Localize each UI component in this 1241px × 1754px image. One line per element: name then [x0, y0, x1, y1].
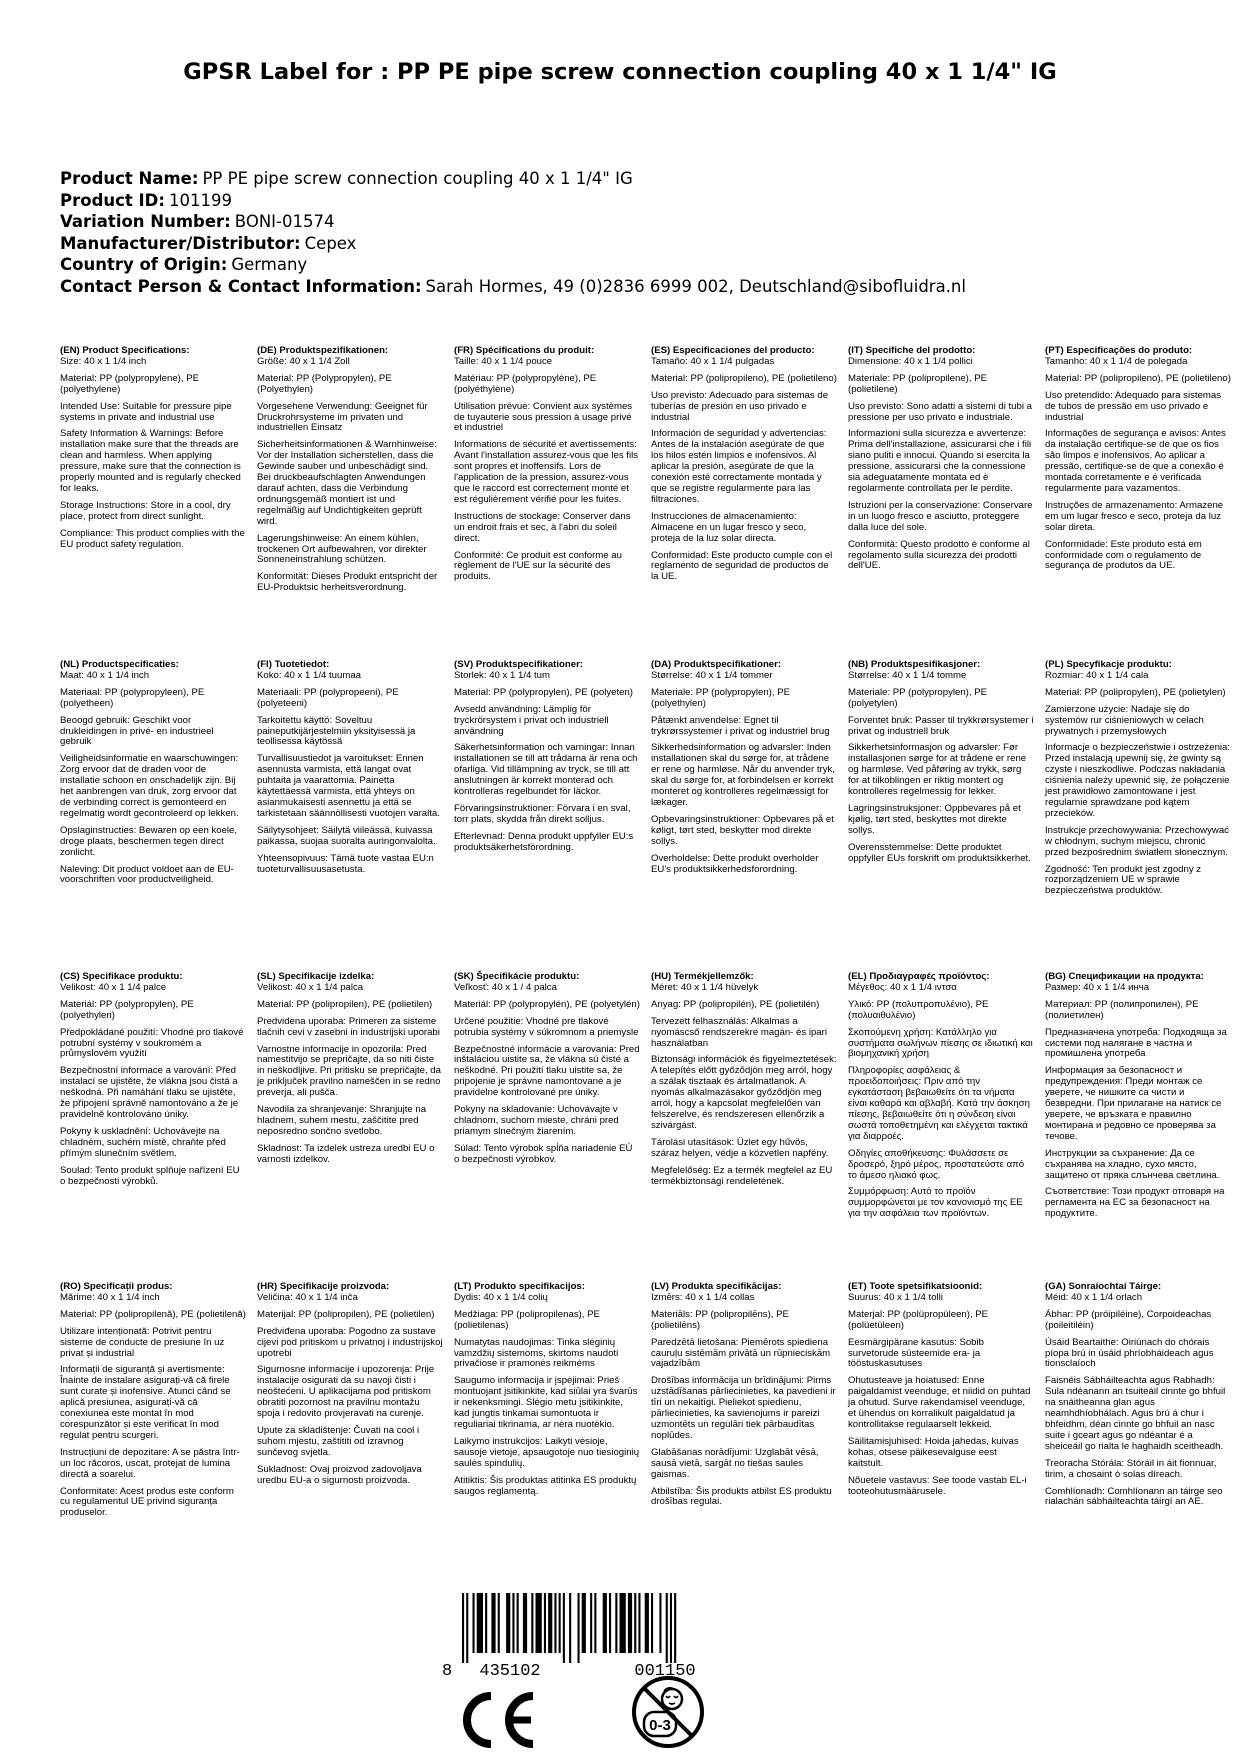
spec-size: Veličina: 40 x 1 1/4 inča: [257, 1291, 358, 1303]
spec-paragraph: Conformidad: Este producto cumple con el reglamento de seguridad de productos de la UE.: [651, 549, 833, 583]
spec-block: [60, 660, 246, 886]
spec-size: Dydis: 40 x 1 1/4 colių: [454, 1291, 548, 1303]
spec-block: [651, 1282, 837, 1508]
spec-heading: (BG) Спецификации на продукта:: [1045, 971, 1204, 982]
spec-heading: (GA) Sonraíochtaí Táirge:: [1045, 1281, 1162, 1292]
spec-paragraph: Laikymo instrukcijos: Laikyti vėsioje, sausoje vietoje, apsaugotoje nuo tiesioginių saulės spindulių.: [454, 1435, 640, 1469]
spec-heading: (DA) Produktspecifikationer:: [651, 659, 782, 670]
spec-paragraph: Material: PP (polipropilen), PE (polietilen): [257, 998, 433, 1010]
spec-block: [257, 1282, 443, 1487]
spec-heading: (LV) Produkta specifikācijas:: [651, 1281, 782, 1292]
spec-paragraph: Información de seguridad y advertencias: Antes de la instalación asegúrate de que los hilos estén limpios e inofensivos. Al aplicar la presión, asegúrate de que la conexión esté correctamente montada y que se registre regularmente para las filtraciones.: [651, 428, 827, 505]
spec-paragraph: Overensstemmelse: Dette produktet oppfyller EUs forskrift om produktsikkerhet.: [848, 841, 1031, 864]
spec-block: [848, 972, 1034, 1220]
spec-paragraph: Instrukcje przechowywania: Przechowywać w chłodnym, suchym miejscu, chronić przed bezpośrednim światłem słonecznym.: [1045, 824, 1229, 858]
spec-size: Méid: 40 x 1 1/4 orlach: [1045, 1291, 1143, 1303]
spec-paragraph: Säilitamisjuhised: Hoida jahedas, kuivas kohas, otsese päikesevalguse eest kaitstult.: [848, 1435, 1019, 1469]
spec-paragraph: Συμμόρφωση: Αυτό το προϊόν συμμορφώνεται με τον κανονισμό της ΕΕ για την ασφάλεια των προϊόντων.: [848, 1186, 1023, 1220]
info-value: BONI-01574: [234, 212, 335, 231]
spec-paragraph: Informații de siguranță și avertismente: Înainte de instalare asigurați-vă că firele sunt curate și inofensive. Atunci când se aplică presiunea, asigurați-vă că conexiunea este montat în mod corespunzător și este verificat în mod regulat pentru scurgeri.: [60, 1364, 231, 1441]
barcode-bar: [590, 1593, 592, 1653]
spec-paragraph: Informacje o bezpieczeństwie i ostrzeżenia: Przed instalacją upewnij się, że gwinty są czyste i nieszkodliwe. Podczas nakładania ciśnienia należy upewnić się, że połączenie jest prawidłowo zamontowane i jest regularnie sprawdzane pod kątem przecieków.: [1045, 742, 1231, 819]
spec-heading: (NL) Productspecificaties:: [60, 659, 179, 670]
spec-paragraph: Sicherheitsinformationen & Warnhinweise: Vor der Installation sicherstellen, dass die Gewinde sauber und unbeschädigt sind. Bei druckbeaufschlagten Anwendungen darauf achten, dass die Verbindung ordnungsgemäß montiert ist und regelmäßig auf Undichtigkeiten geprüft wird.: [257, 439, 437, 527]
spec-paragraph: Naleving: Dit product voldoet aan de EU-voorschriften voor productveiligheid.: [60, 863, 234, 886]
barcode-bar: [512, 1593, 514, 1653]
barcode-bar: [582, 1593, 586, 1653]
info-label: Country of Origin:: [60, 255, 228, 274]
spec-paragraph: Materiale: PP (polypropylen), PE (polyethylen): [651, 686, 790, 709]
spec-heading: (SL) Specifikacije izdelka:: [257, 971, 375, 982]
spec-paragraph: Glabāšanas norādījumi: Uzglabāt vēsā, sausā vietā, sargāt no tiešas saules gaismas.: [651, 1446, 819, 1480]
spec-paragraph: Medžiaga: PP (polipropilenas), PE (polietilenas): [454, 1308, 600, 1331]
spec-heading: (CS) Specifikace produktu:: [60, 971, 183, 982]
spec-paragraph: Pokyny na skladovanie: Uchovávajte v chladnom, suchom mieste, chráni pred priamym slnečným žiarením.: [454, 1104, 619, 1137]
barcode-bar: [466, 1593, 468, 1663]
spec-paragraph: Saugumo informacija ir įspėjimai: Prieš montuojant įsitikinkite, kad siūlai yra švarūs ir nekenksmingi. Slėgio metu įsitikinkite, kad jungtis tinkamai sumontuota ir reguliariai tikrinama, ar nėra nuotėkio.: [454, 1375, 638, 1430]
barcode-bar: [473, 1593, 475, 1653]
spec-paragraph: Safety Information & Warnings: Before installation make sure that the threads are clean and harmless. When applying pressure, make sure that the connection is properly mounted and is regularly checked for leaks.: [60, 428, 241, 494]
spec-heading: (DE) Produktspezifikationen:: [257, 345, 389, 356]
spec-heading: (EN) Product Specifications:: [60, 345, 190, 356]
spec-paragraph: Säilytysohjeet: Säilytä viileässä, kuivassa paikassa, suojaa suoralta auringonvalolta.: [257, 824, 436, 847]
spec-paragraph: Megfelelőség: Ez a termék megfelel az EU termékbiztonsági rendeletének.: [651, 1164, 833, 1187]
spec-paragraph: Material: PP (polipropileno), PE (polietileno): [1045, 372, 1231, 384]
spec-block: [1045, 972, 1231, 1220]
not-for-children-0-3-icon: [630, 1674, 706, 1750]
spec-paragraph: Lagerungshinweise: An einem kühlen, trockenen Ort aufbewahren, vor direkter Sonneneinstrahlung schützen.: [257, 532, 427, 566]
spec-paragraph: Sikkerhetsinformasjon og advarsler: Før installasjonen sørge for at trådene er rene og harmløse. Ved påføring av trykk, sørg for at tilkoblingen er riktig montert og kontrolleres regelmessig for lekker.: [848, 742, 1027, 798]
spec-paragraph: Eesmärgipärane kasutus: Sobib survetorude süsteemide era- ja tööstuskasutuses: [848, 1336, 984, 1370]
barcode-bar: [674, 1593, 676, 1663]
spec-paragraph: Veiligheidsinformatie en waarschuwingen: Zorg ervoor dat de draden voor de installatie schoon en onschadelijk zijn. Bij het aanbrengen van druk, zorg ervoor dat de verbinding correct is gemonteerd en regelmatig wordt gecontroleerd op lekken.: [60, 753, 239, 819]
spec-paragraph: Utilisation prévue: Convient aux systèmes de tuyauterie sous pression à usage privé et industriel: [454, 400, 633, 434]
spec-heading: (ET) Toote spetsifikatsioonid:: [848, 1281, 983, 1292]
spec-paragraph: Material: PP (polypropylene), PE (polyethylene): [60, 372, 199, 395]
spec-size: Size: 40 x 1 1/4 inch: [60, 355, 147, 367]
spec-size: Maat: 40 x 1 1/4 inch: [60, 669, 150, 681]
spec-paragraph: Conformità: Questo prodotto è conforme al regolamento sulla sicurezza dei prodotti dell'UE.: [848, 538, 1030, 572]
spec-size: Tamaño: 40 x 1 1/4 pulgadas: [651, 355, 775, 367]
barcode-left-digits: 435102: [479, 1662, 541, 1678]
spec-paragraph: Uso previsto: Adecuado para sistemas de tuberías de presión en uso privado e industrial: [651, 389, 829, 423]
spec-paragraph: Ohutusteave ja hoiatused: Enne paigaldamist veenduge, et niidid on puhtad ja ohutud. Surve rakendamisel veenduge, et ühendus on korralikult paigaldatud ja kontrollitakse regulaarselt lekkeid.: [848, 1375, 1031, 1430]
spec-paragraph: Turvallisuustiedot ja varoitukset: Ennen asennusta varmista, että langat ovat puhtaita ja vaarattomia. Painetta käytettäessä varmista, että yhteys on asianmukaisesti asennettu ja että se tarkistetaan säännöllisesti vuotojen varalta.: [257, 753, 440, 819]
spec-paragraph: Materiaali: PP (polypropeeni), PE (polyeteeni): [257, 686, 399, 709]
spec-heading: (HR) Specifikacije proizvoda:: [257, 1281, 390, 1292]
spec-paragraph: Sukladnost: Ovaj proizvod zadovoljava uredbu EU-a o sigurnosti proizvoda.: [257, 1463, 422, 1486]
spec-size: Koko: 40 x 1 1/4 tuumaa: [257, 669, 361, 681]
spec-paragraph: Material: PP (polipropileno), PE (polietileno): [651, 372, 837, 384]
spec-heading: (NB) Produktspesifikasjoner:: [848, 659, 981, 670]
spec-paragraph: Предназначена употреба: Подходяща за системи под налягане в частна и промишлена употреба: [1045, 1026, 1227, 1060]
spec-block: [60, 1282, 246, 1519]
barcode-bar: [670, 1593, 672, 1663]
barcode-bar: [544, 1593, 546, 1653]
spec-block: [257, 972, 443, 1166]
spec-paragraph: Bezpečnostné informácie a varovania: Pred inštaláciou uistite sa, že vlákna sú čisté a neškodné. Pri použití tlaku uistite sa, že pripojenie je správne namontované a je pravidelne kontrolované pre úniky.: [454, 1043, 640, 1099]
spec-paragraph: Paredzētā lietošana: Piemērots spiediena cauruļu sistēmām privātā un rūpnieciskām vajadzībām: [651, 1336, 831, 1370]
spec-paragraph: Storage Instructions: Store in a cool, dry place, protect from direct sunlight.: [60, 499, 231, 522]
barcode-bars: [462, 1593, 676, 1663]
spec-paragraph: Materiaal: PP (polypropyleen), PE (polyetheen): [60, 686, 205, 709]
barcode-bar: [477, 1593, 483, 1653]
info-row: [60, 254, 1180, 276]
info-label: Manufacturer/Distributor:: [60, 233, 301, 253]
spec-heading: (RO) Specificații produs:: [60, 1281, 173, 1292]
spec-paragraph: Efterlevnad: Denna produkt uppfyller EU:s produktsäkerhetsförordning.: [454, 830, 634, 853]
spec-size: Размер: 40 x 1 1/4 инча: [1045, 981, 1150, 993]
info-value: Germany: [231, 255, 308, 274]
barcode-bar: [536, 1593, 542, 1653]
info-row: [60, 190, 1180, 212]
spec-paragraph: Instructions de stockage: Conserver dans un endroit frais et sec, à l'abri du soleil direct.: [454, 510, 631, 544]
spec-size: Μέγεθος: 40 x 1 1/4 ιντσα: [848, 981, 957, 993]
product-info: [60, 168, 1180, 297]
spec-heading: (FI) Tuotetiedot:: [257, 659, 330, 670]
spec-block: [848, 660, 1034, 865]
spec-block: [454, 660, 640, 854]
spec-paragraph: Uso previsto: Sono adatti a sistemi di tubi a pressione per uso privato e industriale.: [848, 400, 1032, 423]
spec-paragraph: Konformität: Dieses Produkt entspricht der EU-Produktsic herheitsverordnung.: [257, 571, 438, 594]
spec-block: [651, 346, 837, 583]
spec-paragraph: Navodila za shranjevanje: Shranjujte na hladnem, suhem mestu, zaščitite pred neposredno sončno svetlobo.: [257, 1104, 427, 1137]
spec-paragraph: Материал: PP (полипропилен), PE (полиетилен): [1045, 998, 1199, 1021]
spec-paragraph: Informazioni sulla sicurezza e avvertenze: Prima dell'installazione, assicurarsi che i fili siano puliti e innocui. Quando si esercita la pressione, assicurarsi che la connessione sia adeguatamente montata ed è regolarmente controllata per le perdite.: [848, 428, 1032, 494]
spec-paragraph: Predvidena uporaba: Primeren za sisteme tlačnih cevi v zasebni in industrijski uporabi: [257, 1015, 440, 1038]
spec-heading: (PL) Specyfikacje produktu:: [1045, 659, 1172, 670]
spec-size: Velikost: 40 x 1 1/4 palce: [60, 981, 167, 993]
barcode-bar: [559, 1593, 561, 1653]
spec-size: Méret: 40 x 1 1/4 hüvelyk: [651, 981, 759, 993]
spec-paragraph: Materiale: PP (polypropylen), PE (polyetylen): [848, 686, 987, 709]
spec-paragraph: Skladnost: Ta izdelek ustreza uredbi EU o varnosti izdelkov.: [257, 1142, 435, 1165]
spec-block: [848, 346, 1034, 572]
barcode-bar: [462, 1593, 464, 1663]
spec-paragraph: Zgodność: Ten produkt jest zgodny z rozporządzeniem UE w sprawie bezpieczeństwa produktów.: [1045, 863, 1202, 897]
spec-block: [454, 346, 640, 583]
spec-heading: (PT) Especificações do produto:: [1045, 345, 1193, 356]
info-label: Variation Number:: [60, 212, 231, 231]
spec-paragraph: Materiale: PP (polipropilene), PE (polietilene): [848, 372, 988, 395]
spec-paragraph: Materiál: PP (polypropylén), PE (polyetylén): [454, 998, 640, 1010]
spec-paragraph: Opslaginstructies: Bewaren op een koele, droge plaats, beschermen tegen direct zonlicht.: [60, 824, 238, 858]
spec-block: [651, 972, 837, 1187]
spec-paragraph: Istruzioni per la conservazione: Conservare in un luogo fresco e asciutto, proteggere dalla luce del sole.: [848, 499, 1033, 533]
spec-paragraph: Materjal: PP (polüpropüleen), PE (polüetüleen): [848, 1308, 989, 1331]
age-range-label: 0-3: [649, 1717, 671, 1734]
spec-size: Storlek: 40 x 1 1/4 tum: [454, 669, 550, 681]
spec-paragraph: Forventet bruk: Passer til trykkrørsystemer i privat og industriell bruk: [848, 714, 1034, 737]
spec-paragraph: Информация за безопасност и предупреждения: Преди монтаж се уверете, че нишките са чисти и безвредни. При прилагане на натиск се уверете, че връзката е правилно монтирана и редовно се проверява за течове.: [1045, 1065, 1222, 1142]
spec-paragraph: Nõuetele vastavus: See toode vastab EL-i tooteohutusmäärusele.: [848, 1474, 1027, 1497]
spec-block: [1045, 660, 1231, 897]
spec-paragraph: Informations de sécurité et avertissements: Avant l'installation assurez-vous que les fils sont propres et inoffensifs. Lors de l'application de la pression, assurez-vous que le raccord est correctement monté et est régulièrement vérifié pour les fuites.: [454, 439, 639, 505]
barcode-bar: [548, 1593, 552, 1653]
spec-paragraph: Conformité: Ce produit est conforme au règlement de l'UE sur la sécurité des produits.: [454, 549, 622, 583]
spec-paragraph: Faisnéis Sábháilteachta agus Rabhadh: Sula ndéanann an tsuiteáil cinnte go bhfuil na snáitheanna glan agus neamhdhíobhálach. Agus brú á chur i bhfeidhm, déan cinnte go bhfuil an nasc suite i gceart agus go ndéantar é a sheiceáil go rialta le haghaidh sceitheadh.: [1045, 1375, 1226, 1452]
spec-paragraph: Opbevaringsinstruktioner: Opbevares på et køligt, tørt sted, beskytter mod direkte sollys.: [651, 813, 834, 847]
spec-size: Dimensione: 40 x 1 1/4 pollici: [848, 355, 973, 367]
spec-heading: (SV) Produktspecifikationer:: [454, 659, 584, 670]
barcode-bar: [491, 1593, 495, 1653]
spec-paragraph: Compliance: This product complies with the EU product safety regulation.: [60, 527, 245, 550]
spec-paragraph: Υλικό: PP (πολυπροπυλένιο), PE (πολυαιθυλένιο): [848, 998, 989, 1021]
info-label: Product ID:: [60, 190, 165, 210]
spec-paragraph: Atitiktis: Šis produktas atitinka ES produktų saugos reglamentą.: [454, 1474, 637, 1497]
spec-size: Izmērs: 40 x 1 1/4 collas: [651, 1291, 755, 1303]
spec-paragraph: Material: PP (polipropilenă), PE (polietilenă): [60, 1308, 246, 1320]
spec-paragraph: Drošības informācija un brīdinājumi: Pirms uzstādīšanas pārliecinieties, ka pavedieni ir tīri un nekaitīgi. Pieliekot spiedienu, pārliecinieties, ka savienojums ir pareizi uzmontēts un regulāri tiek pārbaudītas noplūdes.: [651, 1375, 836, 1441]
spec-heading: (ES) Especificaciones del producto:: [651, 345, 815, 356]
barcode-bar: [594, 1593, 596, 1653]
spec-size: Mărime: 40 x 1 1/4 inch: [60, 1291, 160, 1303]
barcode-bar: [634, 1593, 636, 1653]
page-title: GPSR Label for : PP PE pipe screw connection coupling 40 x 1 1/4" IG: [183, 59, 1057, 85]
spec-heading: (FR) Spécifications du produit:: [454, 345, 595, 356]
spec-size: Størrelse: 40 x 1 1/4 tomme: [848, 669, 967, 681]
spec-paragraph: Súlad: Tento výrobok spĺňa nariadenie EÚ o bezpečnosti výrobkov.: [454, 1142, 633, 1165]
spec-block: [60, 346, 246, 551]
spec-paragraph: Úsáid Beartaithe: Oiriúnach do chórais píopa brú in úsáid phríobháideach agus tionsclaíoch: [1045, 1336, 1214, 1370]
spec-paragraph: Comhlíonadh: Comhlíonann an táirge seo rialachán sábháilteachta táirgí an AE.: [1045, 1485, 1223, 1508]
barcode-bar: [531, 1593, 533, 1653]
spec-heading: (SK) Špecifikácie produktu:: [454, 971, 580, 982]
barcode-bar: [498, 1593, 500, 1653]
spec-block: [651, 660, 837, 875]
spec-paragraph: Material: PP (polypropylen), PE (polyeten): [454, 686, 633, 698]
spec-paragraph: Инструкции за съхранение: Да се съхранява на хладно, сухо място, защитено от пряка слънчева светлина.: [1045, 1147, 1220, 1181]
barcode-bar: [659, 1593, 661, 1653]
barcode-bar: [569, 1593, 571, 1663]
info-row: [60, 168, 1180, 190]
barcode-bar: [638, 1593, 640, 1653]
info-label: Contact Person & Contact Information:: [60, 276, 422, 296]
info-value: Cepex: [304, 233, 357, 253]
spec-paragraph: Conformidade: Este produto está em conformidade com o regulamento de segurança de produtos da UE.: [1045, 538, 1202, 572]
barcode: [440, 1593, 750, 1678]
info-row: [60, 233, 1180, 255]
spec-paragraph: Material: PP (Polypropylen), PE (Polyethylen): [257, 372, 392, 395]
spec-paragraph: Materiāls: PP (polipropilēns), PE (polietilēns): [651, 1308, 789, 1331]
spec-paragraph: Sikkerhedsinformation og advarsler: Inden installationen skal du sørge for, at trådene er rene og harmløse. Når du anvender tryk, skal du sørge for, at forbindelsen er korrekt monteret og kontrolleres regelmæssigt for lækager.: [651, 742, 835, 808]
barcode-bar: [563, 1593, 565, 1663]
spec-paragraph: Utilizare intenționată: Potrivit pentru sisteme de conducte de presiune în uz privat și industrial: [60, 1325, 225, 1359]
spec-paragraph: Numatytas naudojimas: Tinka slėginių vamzdžių sistemoms, skirtoms naudoti privačiose ir pramonės reikmėms: [454, 1336, 619, 1370]
spec-paragraph: Yhteensopivuus: Tämä tuote vastaa EU:n tuoteturvallisuusasetusta.: [257, 852, 434, 875]
spec-paragraph: Instruções de armazenamento: Armazene em um lugar fresco e seco, proteja da luz solar direta.: [1045, 499, 1224, 533]
spec-heading: (EL) Προδιαγραφές προϊόντος:: [848, 971, 990, 982]
spec-block: [1045, 1282, 1231, 1508]
spec-size: Velikost: 40 x 1 1/4 palca: [257, 981, 364, 993]
barcode-bar: [485, 1593, 487, 1653]
spec-paragraph: Varnostne informacije in opozorila: Pred namestitvijo se prepričajte, da so niti čiste in neškodljive. Pri pritisku se prepričajte, da je priključek pravilno nameščen in se redno preverja, ali pušča.: [257, 1043, 441, 1099]
info-value: PP PE pipe screw connection coupling 40 x 1 1/4" IG: [202, 169, 633, 188]
spec-paragraph: Lagringsinstruksjoner: Oppbevares på et kjølig, tørt sted, beskyttes mot direkte sollys.: [848, 802, 1021, 836]
spec-paragraph: Sigurnosne informacije i upozorenja: Prije instalacije osigurati da su navoji čisti i neoštećeni. U aplikacijama pod pritiskom obratiti pozornost na pravilnu montažu spoja i redovito provjeravati na curenje.: [257, 1364, 435, 1420]
spec-paragraph: Matériau: PP (polypropylène), PE (polyéthylène): [454, 372, 597, 395]
spec-paragraph: Bezpečnostní informace a varování: Před instalací se ujistěte, že vlákna jsou čistá a neškodná. Při namáhání tlaku se ujistěte, že připojení správně namontováno a že je pravidelně kontrolováno úniky.: [60, 1065, 239, 1120]
spec-paragraph: Upute za skladištenje: Čuvati na cool i suhom mjestu, zaštititi od izravnog sunčevog svjetla.: [257, 1424, 420, 1458]
barcode-bar: [554, 1593, 556, 1653]
spec-paragraph: Overholdelse: Dette produkt overholder EU's produktsikkerhedsforordning.: [651, 852, 819, 875]
spec-paragraph: Οδηγίες αποθήκευσης: Φυλάσσετε σε δροσερό, ξηρό μέρος, προστατεύστε από το άμεσο ηλιακό φως.: [848, 1147, 1025, 1181]
spec-paragraph: Pokyny k uskladnění: Uchovávejte na chladném, suchém místě, chraňte před přímým slunečním světlem.: [60, 1125, 226, 1159]
info-row: [60, 211, 1180, 233]
barcode-bar: [620, 1593, 626, 1653]
barcode-bar: [603, 1593, 607, 1653]
spec-paragraph: Förvaringsinstruktioner: Förvara i en sval, torr plats, skydda från direkt solljus.: [454, 802, 631, 825]
barcode-bar: [651, 1593, 653, 1653]
spec-paragraph: Anyag: PP (polipropilén), PE (polietilén): [651, 998, 820, 1010]
spec-block: [257, 346, 443, 594]
spec-paragraph: Biztonsági információk és figyelmeztetések: A telepítés előtt győződjön meg arról, hogy a szálak tisztaak és ártalmatlanok. A nyomás alkalmazásakor győződjön meg arról, hogy a kapcsolat megfelelően van felszerelve, és rendszeresen ellenőrzik a szivárgást.: [651, 1054, 837, 1131]
spec-block: [848, 1282, 1034, 1497]
spec-paragraph: Conformitate: Acest produs este conform cu regulamentul UE privind siguranța produselor.: [60, 1485, 234, 1519]
spec-block: [454, 972, 640, 1166]
spec-paragraph: Съответствие: Този продукт отговаря на регламента на ЕС за безопасност на продуктите.: [1045, 1186, 1225, 1220]
info-value: Sarah Hormes, 49 (0)2836 6999 002, Deutschland@sibofluidra.nl: [425, 276, 966, 296]
barcode-bar: [666, 1593, 668, 1663]
spec-size: Größe: 40 x 1 1/4 Zoll: [257, 355, 350, 367]
spec-paragraph: Treoracha Stórála: Stóráil in áit fionnuar, tirim, a chosaint ó solas díreach.: [1045, 1457, 1217, 1480]
barcode-bar: [615, 1593, 617, 1653]
spec-heading: (IT) Specifiche del prodotto:: [848, 345, 976, 356]
spec-size: Veľkosť: 40 x 1 / 4 palca: [454, 981, 557, 993]
spec-paragraph: Uso pretendido: Adequado para sistemas de tubos de pressão em uso privado e industrial: [1045, 389, 1221, 423]
spec-size: Suurus: 40 x 1 1/4 tolli: [848, 1291, 943, 1303]
spec-paragraph: Určené použitie: Vhodné pre tlakové potrubia systémy v súkromnom a priemysle: [454, 1015, 639, 1038]
spec-block: [60, 972, 246, 1187]
spec-block: [1045, 346, 1231, 572]
spec-paragraph: Tarkoitettu käyttö: Soveltuu paineputkijärjestelmiin yksityisessä ja teollisessa käytössä: [257, 714, 416, 748]
info-row: [60, 276, 1180, 298]
spec-size: Størrelse: 40 x 1 1/4 tommer: [651, 669, 773, 681]
spec-size: Rozmiar: 40 x 1 1/4 cala: [1045, 669, 1149, 681]
ce-mark-icon: [455, 1690, 538, 1750]
spec-paragraph: Instrucțiuni de depozitare: A se păstra într- un loc răcoros, uscat, protejat de lumina directă a soarelui.: [60, 1446, 240, 1480]
barcode-bar: [609, 1593, 611, 1653]
barcode-bar: [628, 1593, 632, 1653]
spec-size: Taille: 40 x 1 1/4 pouce: [454, 355, 553, 367]
barcode-bar: [506, 1593, 510, 1653]
spec-paragraph: Zamierzone użycie: Nadaje się do systemów rur ciśnieniowych w celach prywatnych i przemysłowych: [1045, 703, 1204, 737]
spec-block: [454, 1282, 640, 1497]
barcode-bar: [578, 1593, 580, 1663]
spec-paragraph: Materijal: PP (polipropilen), PE (polietilen): [257, 1308, 435, 1320]
spec-block: [257, 660, 443, 875]
barcode-bar: [523, 1593, 527, 1653]
spec-paragraph: Påtænkt anvendelse: Egnet til trykrørssystemer i privat og industriel brug: [651, 714, 830, 737]
barcode-right-digits: 001150: [634, 1662, 696, 1678]
spec-paragraph: Ábhar: PP (próipiléine), Corpoideachas (poileitiléin): [1045, 1308, 1212, 1331]
spec-paragraph: Predviđena uporaba: Pogodno za sustave cijevi pod pritiskom u privatnoj i industrijskoj upotrebi: [257, 1325, 443, 1359]
info-label: Product Name:: [60, 169, 199, 188]
barcode-bar: [517, 1593, 519, 1653]
spec-paragraph: Materiál: PP (polypropylen), PE (polyethylen): [60, 998, 194, 1021]
spec-paragraph: Informações de segurança e avisos: Antes da instalação certifique-se de que os fios são limpos e inofensivos. Ao aplicar a pressão, certifique-se de que a conexão é montada corretamente e é verificada regularmente para vazamentos.: [1045, 428, 1226, 494]
spec-paragraph: Tárolási utasítások: Üzlet egy hűvös, száraz helyen, védje a közvetlen napfény.: [651, 1136, 829, 1159]
spec-paragraph: Avsedd användning: Lämplig för tryckrörsystem i privat och industriell användning: [454, 703, 609, 737]
spec-size: Tamanho: 40 x 1 1/4 de polegada: [1045, 355, 1188, 367]
spec-paragraph: Materiał: PP (polipropylen), PE (polietylen): [1045, 686, 1226, 698]
spec-heading: (HU) Termékjellemzők:: [651, 971, 754, 982]
barcode-lead-digit: 8: [442, 1662, 453, 1678]
spec-paragraph: Beoogd gebruik: Geschikt voor drukleidingen in privé- en industrieel gebruik: [60, 714, 214, 748]
spec-paragraph: Πληροφορίες ασφάλειας & προειδοποιήσεις: Πριν από την εγκατάσταση βεβαιωθείτε ότι τα νήματα είναι καθαρά και αβλαβή. Κατά την άσκηση πίεσης, βεβαιωθείτε ότι η σύνδεση είναι σωστά τοποθετημένη και ελέγχεται τακτικά για διαρροές.: [848, 1065, 1030, 1142]
info-value: 101199: [168, 190, 232, 210]
spec-heading: (LT) Produkto specifikacijos:: [454, 1281, 585, 1292]
spec-paragraph: Σκοπούμενη χρήση: Κατάλληλο για συστήματα σωλήνων πίεσης σε ιδιωτική και βιομηχανική χρήση: [848, 1026, 1033, 1060]
spec-paragraph: Tervezett felhasználás: Alkalmas a nyomáscső rendszerekre magán- és ipari használatban: [651, 1015, 827, 1049]
spec-paragraph: Předpokládané použití: Vhodné pro tlakové potrubní systémy v soukromém a průmyslovém využití: [60, 1026, 244, 1060]
spec-paragraph: Atbilstība: Šis produkts atbilst ES produktu drošības regulai.: [651, 1485, 832, 1508]
spec-paragraph: Instrucciones de almacenamiento: Almacene en un lugar fresco y seco, proteja de la luz solar directa.: [651, 510, 807, 544]
barcode-bar: [645, 1593, 649, 1653]
spec-paragraph: Säkerhetsinformation och varningar: Innan installationen se till att trådarna är rena och ofarliga. Vid tillämpning av tryck, se till att anslutningen är korrekt monterad och kontrolleras regelbundet för läckor.: [454, 742, 638, 798]
spec-paragraph: Vorgesehene Verwendung: Geeignet für Druckrohrsysteme im privaten und industriellen Einsatz: [257, 400, 428, 434]
spec-paragraph: Soulad: Tento produkt splňuje nařízení EU o bezpečnosti výrobků.: [60, 1164, 240, 1187]
spec-paragraph: Intended Use: Suitable for pressure pipe systems in private and industrial use: [60, 400, 232, 423]
